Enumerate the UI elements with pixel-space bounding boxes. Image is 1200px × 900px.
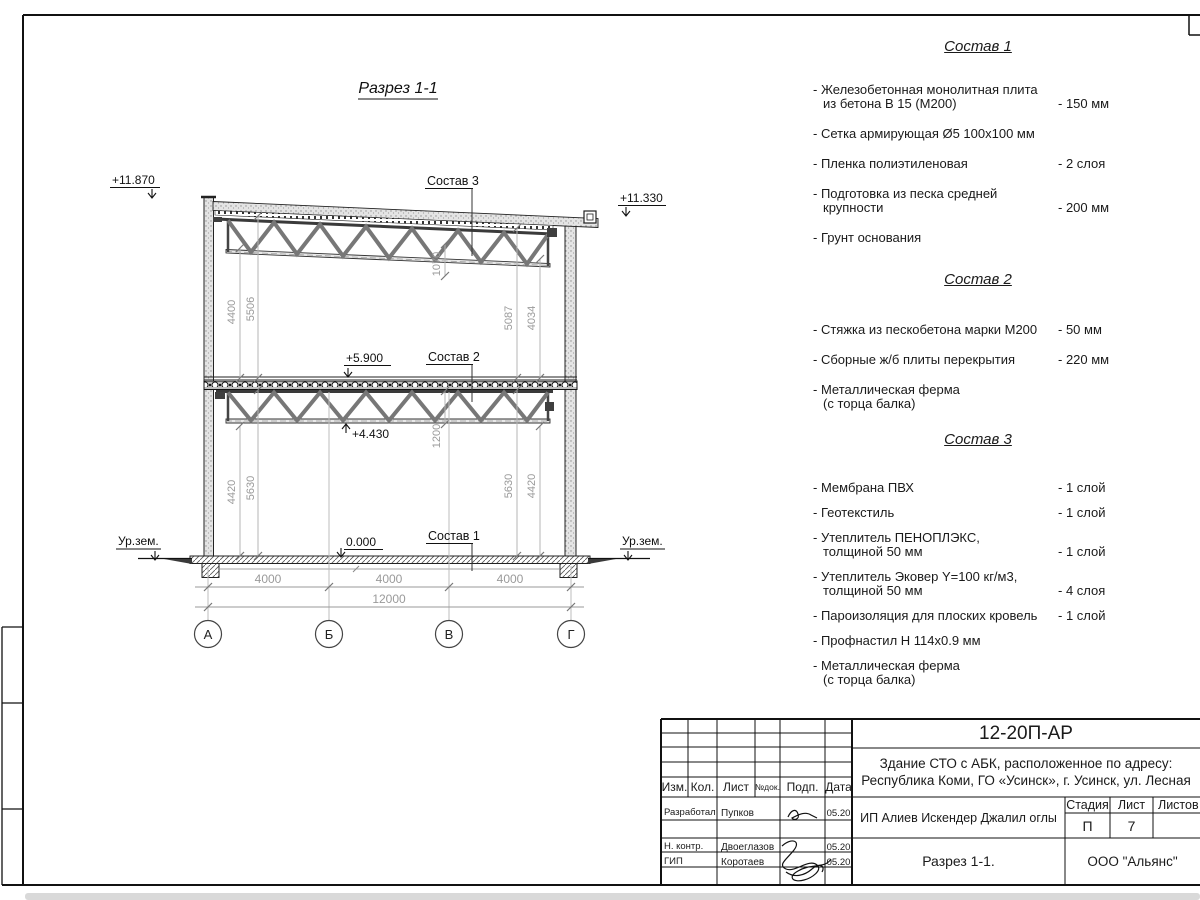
dim-lower-truss-height: 1200 bbox=[431, 423, 443, 449]
dim-lower-left-outer: 5630 bbox=[245, 475, 257, 501]
col-ndok: №док. bbox=[755, 782, 780, 792]
panel-title: Состав 2 bbox=[944, 271, 1012, 288]
dim-upper-left-outer: 5506 bbox=[245, 296, 257, 322]
dim-upper-right-inner: 4034 bbox=[526, 305, 538, 331]
axis-g: Г bbox=[567, 627, 575, 642]
list-item: - Металлическая ферма (с торца балка) bbox=[813, 658, 960, 687]
label-sostav-2: Состав 2 bbox=[428, 350, 480, 364]
drawing-title: Разрез 1-1 bbox=[358, 80, 438, 97]
left-margin-cells bbox=[2, 627, 23, 885]
col-podp: Подп. bbox=[786, 780, 819, 794]
axis-v: В bbox=[444, 627, 454, 642]
company-name: ООО "Альянс" bbox=[1087, 853, 1178, 869]
list-item: - Сборные ж/б плиты перекрытия - 220 мм bbox=[813, 352, 1110, 367]
dim-lower-right-outer: 5630 bbox=[503, 473, 515, 499]
sheet-number: 7 bbox=[1127, 817, 1136, 834]
dim-upper-truss-height: 1070 bbox=[431, 251, 443, 277]
panel-title: Состав 1 bbox=[944, 38, 1012, 55]
row-role: Разработал bbox=[664, 806, 716, 818]
list-item: - Утеплитель Эковер Y=100 кг/м3, толщиной 50 мм - 4 слоя bbox=[813, 569, 1106, 598]
col-izm: Изм. bbox=[661, 780, 688, 794]
dim-upper-left-inner: 4400 bbox=[226, 299, 238, 325]
row-name: Двоеглазов bbox=[721, 841, 775, 853]
dim-span-3: 4000 bbox=[496, 572, 524, 586]
list-item: - Грунт основания bbox=[813, 230, 922, 245]
col-kol: Кол. bbox=[690, 780, 715, 794]
elev-roof-right: +11.330 bbox=[620, 191, 663, 205]
list-item: - Мембрана ПВХ - 1 слой bbox=[813, 480, 1106, 495]
elev-zero: 0.000 bbox=[346, 535, 377, 549]
ground-level-right: Ур.зем. bbox=[622, 534, 663, 548]
lower-truss bbox=[215, 392, 554, 424]
dim-lower-right-inner: 4420 bbox=[526, 473, 538, 499]
bottom-dimensions bbox=[195, 392, 584, 620]
sheet-label: Лист bbox=[1117, 798, 1146, 812]
stage-label: Стадия bbox=[1066, 798, 1109, 812]
ground-level-left: Ур.зем. bbox=[118, 534, 159, 548]
list-item: - Металлическая ферма (с торца балка) bbox=[813, 382, 960, 411]
sheet-title: Разрез 1-1. bbox=[922, 853, 995, 869]
elev-floor2: +5.900 bbox=[346, 351, 384, 365]
signature-razrabotal bbox=[788, 810, 817, 819]
list-item: - Профнастил Н 114x0.9 мм bbox=[813, 633, 981, 648]
list-item: - Сетка армирующая Ø5 100x100 мм bbox=[813, 126, 1035, 141]
dim-span-2: 4000 bbox=[375, 572, 403, 586]
elevation-marks bbox=[110, 173, 666, 560]
composition-panel-1 bbox=[813, 38, 1143, 261]
axis-a: А bbox=[203, 627, 213, 642]
signature-gip bbox=[782, 841, 831, 881]
dim-lower-left-inner: 4420 bbox=[226, 479, 238, 505]
label-sostav-1: Состав 1 bbox=[428, 529, 480, 543]
elev-roof-left: +11.870 bbox=[112, 173, 155, 187]
list-item: - Железобетонная монолитная плита из бетона В 15 (М200) - 150 мм bbox=[813, 82, 1110, 111]
bottom-strip bbox=[25, 893, 1200, 900]
row-role: Н. контр. bbox=[664, 840, 704, 852]
section-drawing bbox=[110, 80, 666, 648]
list-item: - Геотекстиль - 1 слой bbox=[813, 505, 1106, 520]
dim-span-1: 4000 bbox=[254, 572, 282, 586]
row-role: ГИП bbox=[664, 855, 683, 867]
col-list: Лист bbox=[722, 780, 750, 794]
axis-b: Б bbox=[324, 627, 334, 642]
row-name: Коротаев bbox=[721, 856, 765, 868]
list-item: - Утеплитель ПЕНОПЛЭКС, толщиной 50 мм - 1 слой bbox=[813, 530, 1106, 559]
signatures bbox=[782, 810, 831, 880]
label-sostav-3: Состав 3 bbox=[427, 174, 479, 188]
list-item: - Пленка полиэтиленовая - 2 слоя bbox=[813, 156, 1106, 171]
client-name: ИП Алиев Искендер Джалил оглы bbox=[860, 810, 1057, 825]
row-date: 05.20 bbox=[826, 807, 851, 819]
axis-bubbles bbox=[195, 621, 585, 648]
sheets-label: Листов bbox=[1158, 798, 1199, 812]
composition-panel-2 bbox=[813, 271, 1143, 427]
row-date: 05.20 bbox=[826, 841, 851, 853]
dim-total: 12000 bbox=[372, 592, 406, 606]
stage-value: П bbox=[1082, 817, 1093, 834]
row-date: 05.20 bbox=[826, 856, 851, 868]
doc-number: 12-20П-АР bbox=[979, 722, 1073, 744]
panel-title: Состав 3 bbox=[944, 431, 1012, 448]
dim-upper-right-outer: 5087 bbox=[503, 305, 515, 331]
composition-leaders bbox=[425, 174, 480, 571]
corner-box bbox=[1189, 15, 1200, 35]
col-data: Дата bbox=[825, 780, 852, 794]
project-address: Здание СТО с АБК, расположенное по адресу: Республика Коми, ГО «Усинск», г. Усинск, ул. Лесная bbox=[861, 756, 1191, 788]
list-item: - Подготовка из песка средней крупности - 200 мм bbox=[813, 186, 1110, 215]
list-item: - Пароизоляция для плоских кровель - 1 слой bbox=[813, 608, 1106, 623]
row-name: Пупков bbox=[721, 807, 754, 819]
composition-panel-3 bbox=[813, 431, 1143, 698]
elev-truss-bottom: +4.430 bbox=[352, 427, 390, 441]
list-item: - Стяжка из пескобетона марки М200 - 50 мм bbox=[813, 322, 1102, 337]
